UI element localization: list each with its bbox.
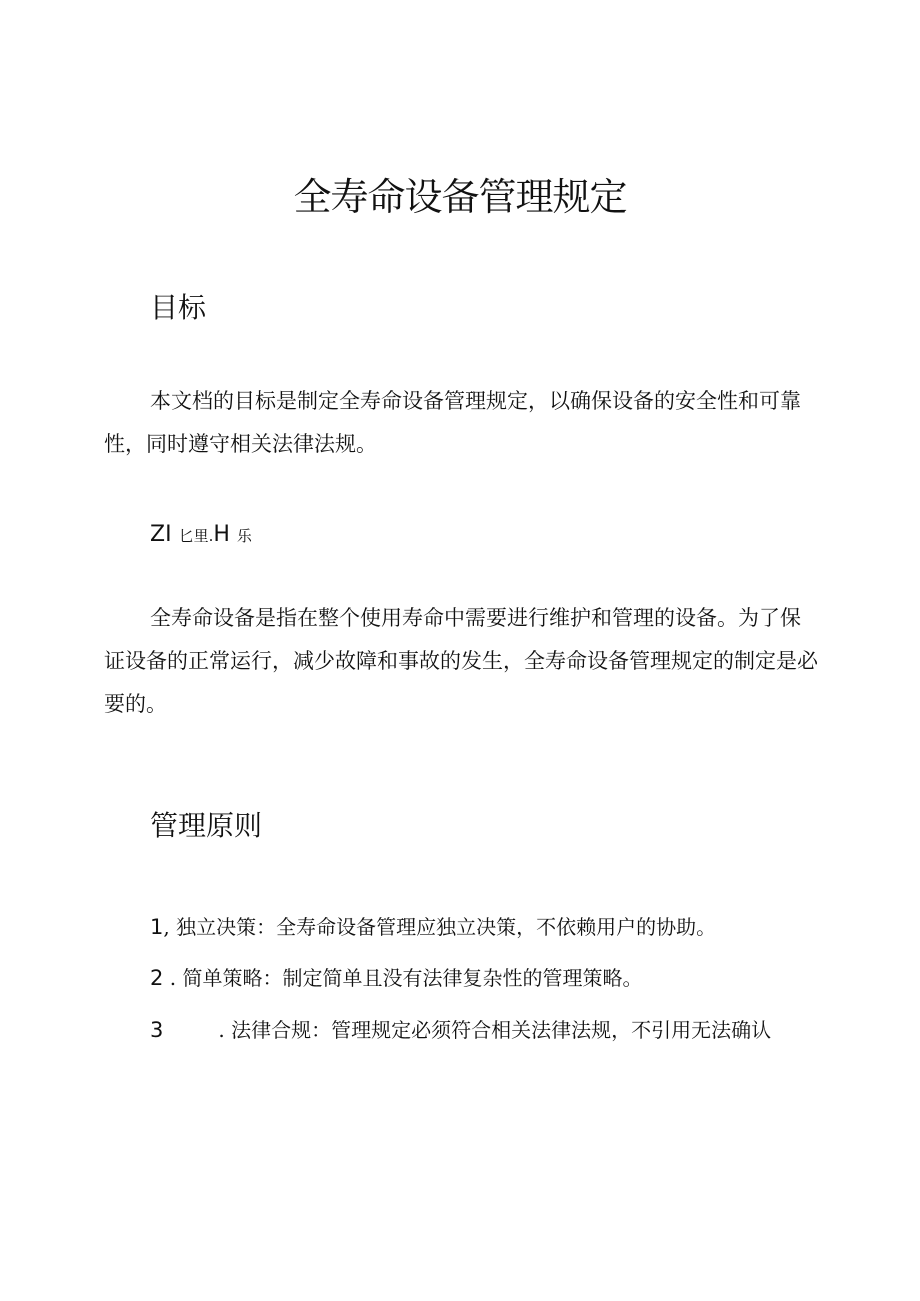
section-heading-principles: 管理原则 (150, 809, 263, 842)
list-item-text: . 法律合规：管理规定必须符合相关法律法规，不引用无法确认 (212, 1018, 772, 1042)
list-item-number: 2 (150, 966, 164, 990)
garbled-heading-part: H (213, 522, 230, 547)
list-item-number: 3 (150, 1018, 164, 1042)
goal-paragraph: 本文档的目标是制定全寿命设备管理规定，以确保设备的安全性和可靠性，同时遵守相关法律法规。 (104, 389, 801, 456)
garbled-heading-part: 匕里. (178, 527, 214, 545)
list-item (150, 963, 642, 993)
list-item (150, 912, 716, 942)
garbled-heading-part: ZI (150, 522, 172, 547)
list-item (150, 1015, 771, 1045)
garbled-heading-part: 乐 (236, 527, 252, 545)
section-heading-goal: 目标 (150, 291, 207, 324)
garbled-section-heading (150, 520, 252, 551)
list-item-text: , 独立决策：全寿命设备管理应独立决策，不依赖用户的协助。 (163, 915, 717, 939)
list-item-text: . 简单策略：制定简单且没有法律复杂性的管理策略。 (163, 966, 643, 990)
document-title: 全寿命设备管理规定 (293, 175, 627, 219)
list-item-number: 1 (150, 915, 164, 939)
definition-paragraph: 全寿命设备是指在整个使用寿命中需要进行维护和管理的设备。为了保证设备的正常运行，减少故障和事故的发生，全寿命设备管理规定的制定是必要的。 (104, 606, 818, 716)
